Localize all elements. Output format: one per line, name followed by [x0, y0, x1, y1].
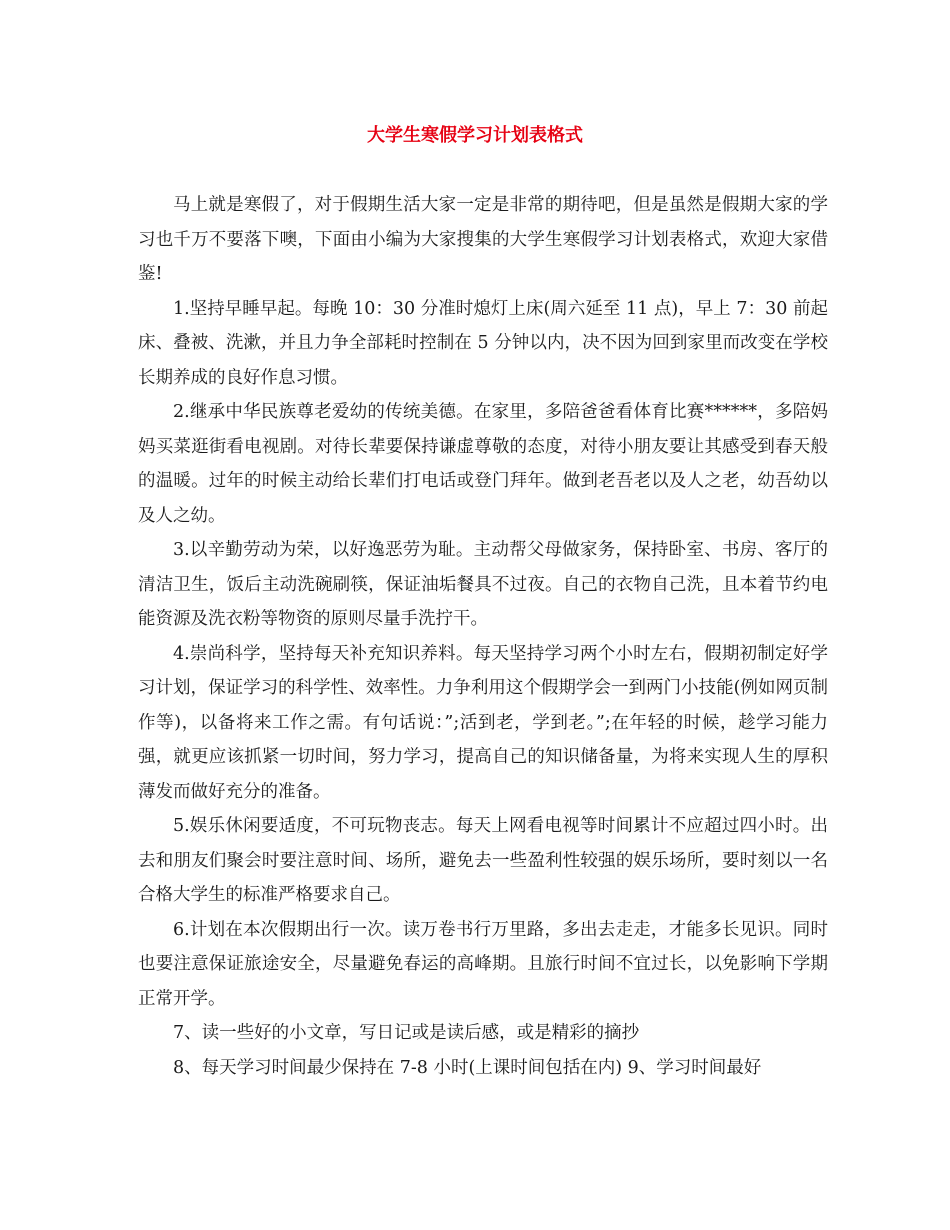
document-body: [138, 188, 828, 1085]
paragraph-item-7: 7、读一些好的小文章，写日记或是读后感，或是精彩的摘抄: [173, 1023, 640, 1043]
paragraph-item-1: 1.坚持早睡早起。每晚 10：30 分准时熄灯上床(周六延至 11 点)，早上 7：30 前起床、叠被、洗漱，并且力争全部耗时控制在 5 分钟以内，决不因为回到家里而改变在学校长期养成的良好作息习惯。: [138, 298, 828, 388]
paragraph-item-4: 4.崇尚科学，坚持每天补充知识养料。每天坚持学习两个小时左右，假期初制定好学习计划，保证学习的科学性、效率性。力争利用这个假期学会一到两门小技能(例如网页制作等)，以备将来工作之需。有句话说：”;活到老，学到老。”;在年轻的时候，趁学习能力强，就更应该抓紧一切时间，努力学习，提高自己的知识储备量，为将来实现人生的厚积薄发而做好充分的准备。: [138, 643, 828, 802]
paragraph-item-5: 5.娱乐休闲要适度，不可玩物丧志。每天上网看电视等时间累计不应超过四小时。出去和朋友们聚会时要注意时间、场所，避免去一些盈利性较强的娱乐场所，要时刻以一名合格大学生的标准严格要求自己。: [138, 816, 828, 905]
paragraph-item-3: 3.以辛勤劳动为荣，以好逸恶劳为耻。主动帮父母做家务，保持卧室、书房、客厅的清洁卫生，饭后主动洗碗刷筷，保证油垢餐具不过夜。自己的衣物自己洗，且本着节约电能资源及洗衣粉等物资的原则尽量手洗拧干。: [138, 540, 828, 629]
document-title: 大学生寒假学习计划表格式: [367, 125, 583, 146]
paragraph-item-6: 6.计划在本次假期出行一次。读万卷书行万里路，多出去走走，才能多长见识。同时也要注意保证旅途安全，尽量避免春运的高峰期。且旅行时间不宜过长，以免影响下学期正常开学。: [138, 919, 828, 1009]
paragraph-item-2: 2.继承中华民族尊老爱幼的传统美德。在家里，多陪爸爸看体育比赛******，多陪妈妈买菜逛街看电视剧。对待长辈要保持谦虚尊敬的态度，对待小朋友要让其感受到春天般的温暖。过年的时候主动给长辈们打电话或登门拜年。做到老吾老以及人之老，幼吾幼以及人之幼。: [138, 402, 828, 526]
paragraph-item-8: 8、每天学习时间最少保持在 7-8 小时(上课时间包括在内) 9、学习时间最好: [173, 1057, 762, 1078]
paragraph-intro: 马上就是寒假了，对于假期生活大家一定是非常的期待吧，但是虽然是假期大家的学习也千万不要落下噢，下面由小编为大家搜集的大学生寒假学习计划表格式，欢迎大家借鉴!: [138, 195, 828, 284]
